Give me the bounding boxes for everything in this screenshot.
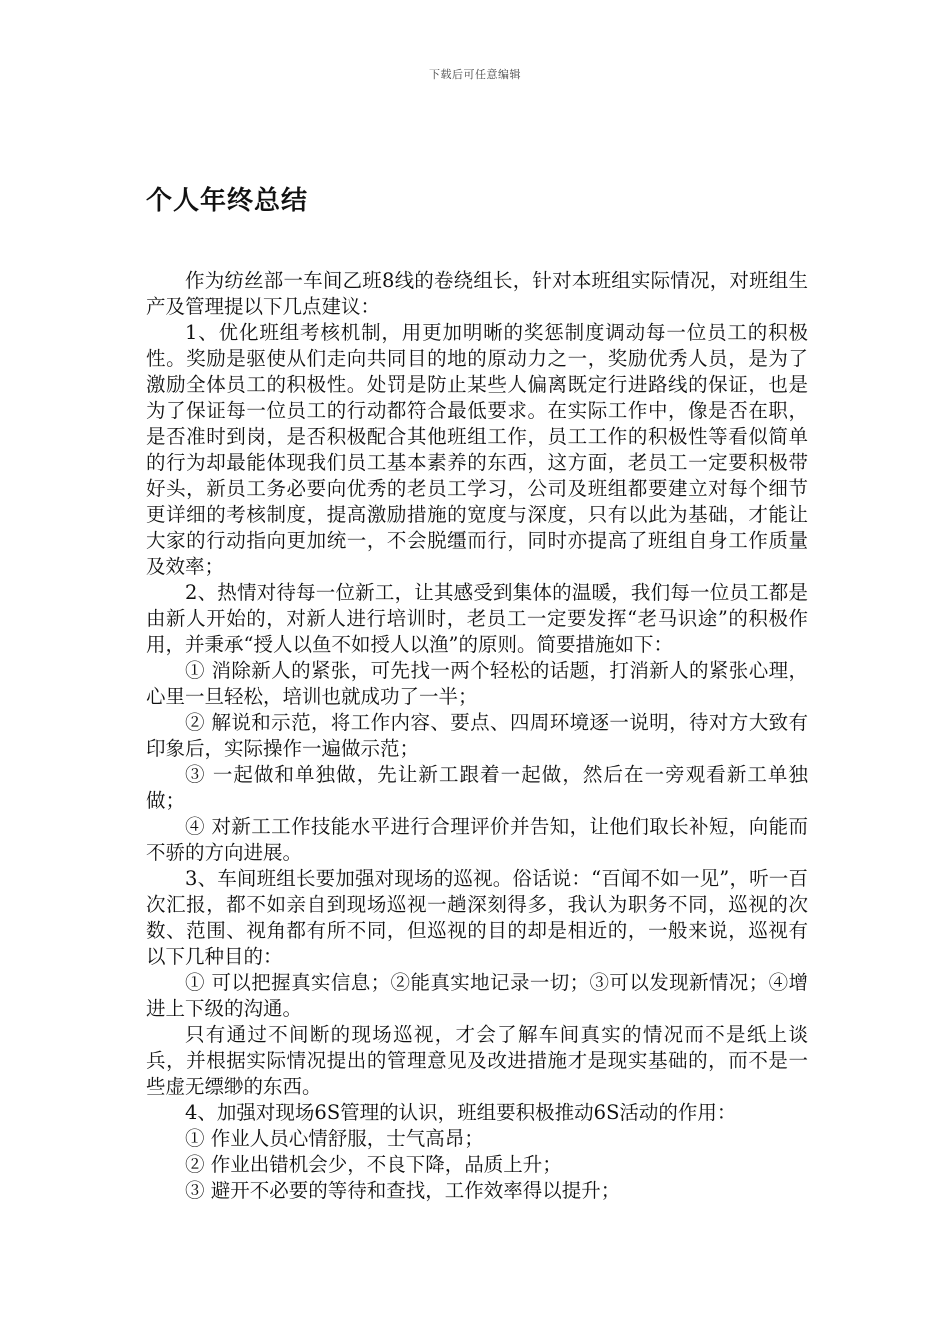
- point-3-purposes: ① 可以把握真实信息；②能真实地记录一切；③可以发现新情况；④增进上下级的沟通。: [146, 971, 808, 1020]
- point-2-measure-1: ① 消除新人的紧张，可先找一两个轻松的话题，打消新人的紧张心理，心里一旦轻松，培训也就成功了一半；: [146, 659, 808, 708]
- point-4-effect-1: ① 作业人员心情舒服，士气高昂；: [185, 1127, 484, 1150]
- point-2-measure-4: ④ 对新工工作技能水平进行合理评价并告知，让他们取长补短，向能而不骄的方向进展。: [146, 815, 808, 864]
- intro-paragraph: 作为纺丝部一车间乙班8线的卷绕组长，针对本班组实际情况，对班组生产及管理提以下几点建议：: [146, 269, 808, 318]
- document-body: [146, 268, 808, 1204]
- point-3-conclusion: 只有通过不间断的现场巡视，才会了解车间真实的情况而不是纸上谈兵，并根据实际情况提出的管理意见及改进措施才是现实基础的，而不是一些虚无缥缈的东西。: [146, 1023, 808, 1098]
- document-title: 个人年终总结: [146, 186, 309, 216]
- point-4-paragraph: 4、加强对现场6S管理的认识，班组要积极推动6S活动的作用：: [185, 1101, 737, 1124]
- point-4-effect-3: ③ 避开不必要的等待和查找，工作效率得以提升；: [185, 1179, 621, 1202]
- point-2-measure-3: ③ 一起做和单独做，先让新工跟着一起做，然后在一旁观看新工单独做；: [146, 763, 808, 812]
- point-3-paragraph: 3、车间班组长要加强对现场的巡视。俗话说：“百闻不如一见”，听一百次汇报，都不如亲自到现场巡视一趟深刻得多，我认为职务不同，巡视的次数、范围、视角都有所不同，但巡视的目的却是相近的，一般来说，巡视有以下几种目的：: [146, 867, 808, 968]
- point-4-effect-2: ② 作业出错机会少，不良下降，品质上升；: [185, 1153, 562, 1176]
- page-header-note: 下载后可任意编辑: [429, 68, 521, 81]
- point-1-paragraph: 1、优化班组考核机制，用更加明晰的奖惩制度调动每一位员工的积极性。奖励是驱使从们走向共同目的地的原动力之一，奖励优秀人员，是为了激励全体员工的积极性。处罚是防止某些人偏离既定行进路线的保证，也是为了保证每一位员工的行动都符合最低要求。在实际工作中，像是否在职，是否准时到岗，是否积极配合其他班组工作，员工工作的积极性等看似简单的行为却最能体现我们员工基本素养的东西，这方面，老员工一定要积极带好头，新员工务必要向优秀的老员工学习，公司及班组都要建立对每个细节更详细的考核制度，提高激励措施的宽度与深度，只有以此为基础，才能让大家的行动指向更加统一，不会脱缰而行，同时亦提高了班组自身工作质量及效率；: [146, 321, 808, 578]
- point-2-measure-2: ② 解说和示范，将工作内容、要点、四周环境逐一说明，待对方大致有印象后，实际操作一遍做示范；: [146, 711, 808, 760]
- point-2-paragraph: 2、热情对待每一位新工，让其感受到集体的温暖，我们每一位员工都是由新人开始的，对新人进行培训时，老员工一定要发挥“老马识途”的积极作用，并秉承“授人以鱼不如授人以渔”的原则。简要措施如下：: [146, 581, 808, 656]
